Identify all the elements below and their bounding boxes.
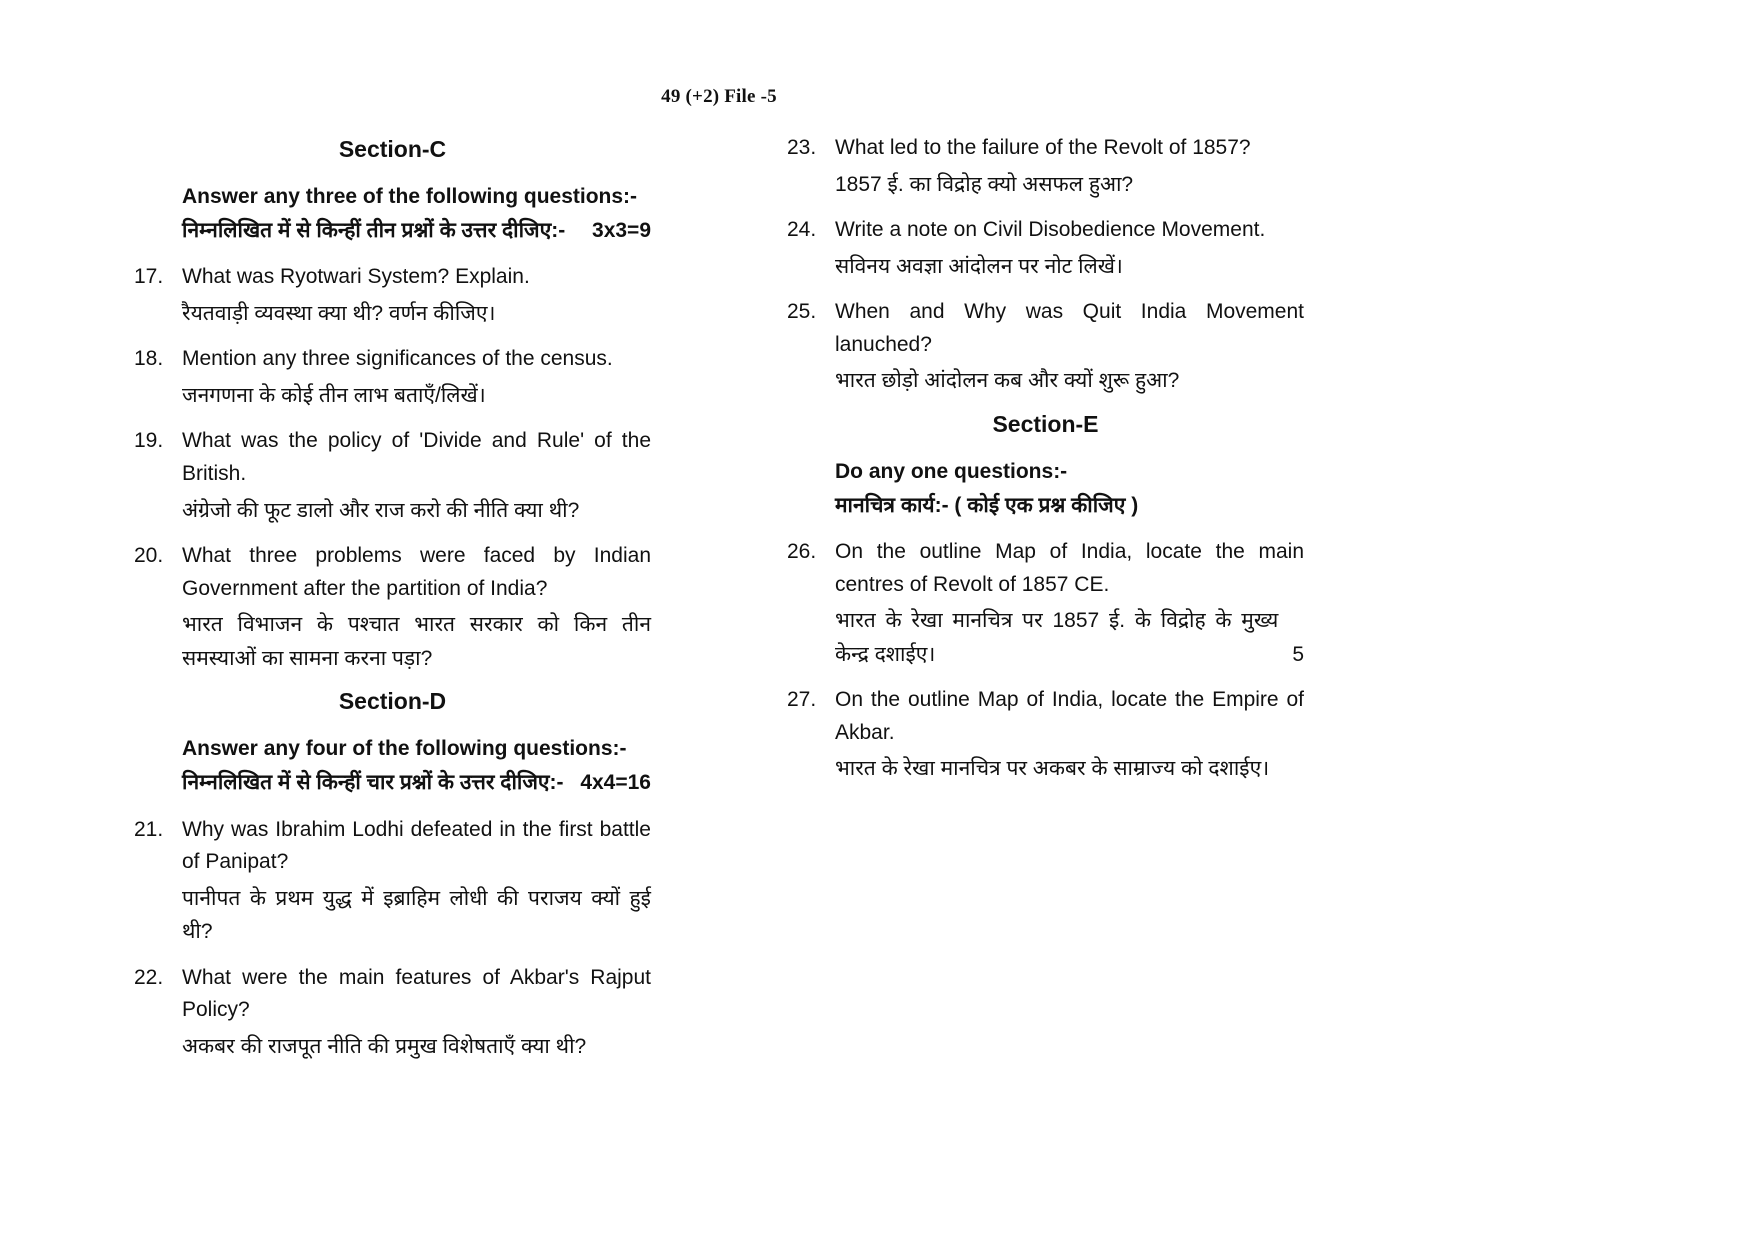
question-number: 22.: [134, 965, 164, 989]
question-text-en: When and Why was Quit India Movement lanuched?: [835, 300, 1304, 356]
question-text-hi: भारत छोड़ो आंदोलन कब और क्यों शुरू हुआ?: [835, 369, 1180, 393]
question-26: [787, 536, 1304, 671]
left-column: [134, 132, 651, 1077]
section-e-instructions: [835, 456, 1304, 522]
question-17: [134, 261, 651, 330]
question-hi-row: [835, 604, 1304, 671]
section-c-instruction-hi: निम्नलिखित में से किन्हीं तीन प्रश्नों के उत्तर दीजिए:-: [182, 218, 566, 242]
question-marks: 5: [1292, 642, 1304, 666]
section-d-instruction-en: Answer any four of the following questions:-: [182, 737, 627, 761]
question-24: [787, 214, 1304, 283]
question-text-hi: जनगणना के कोई तीन लाभ बताएँ/लिखें।: [182, 383, 486, 407]
question-number: 20.: [134, 544, 164, 568]
question-number: 18.: [134, 347, 164, 371]
question-text-en: Why was Ibrahim Lodhi defeated in the first battle of Panipat?: [182, 817, 651, 874]
question-body: [835, 214, 1304, 283]
right-column: [787, 132, 1304, 799]
question-text-en: On the outline Map of India, locate the Empire of Akbar.: [835, 688, 1304, 744]
question-body: [835, 296, 1304, 398]
question-text-hi: भारत विभाजन के पश्चात भारत सरकार को किन तीन समस्याओं का सामना करना पड़ा?: [182, 613, 651, 670]
section-e-instruction-hi: मानचित्र कार्य:- ( कोई एक प्रश्न कीजिए ): [835, 493, 1139, 517]
section-e-instruction-hi-row: [835, 489, 1304, 523]
question-text-hi: 1857 ई. का विद्रोह क्यो असफल हुआ?: [835, 172, 1134, 196]
question-body: [182, 814, 651, 949]
question-21: [134, 814, 651, 949]
question-number: 24.: [787, 218, 817, 242]
section-d-marks: 4x4=16: [580, 770, 651, 794]
question-text-en: On the outline Map of India, locate the main centres of Revolt of 1857 CE.: [835, 540, 1304, 596]
question-text-hi: सविनय अवज्ञा आंदोलन पर नोट लिखें।: [835, 254, 1123, 278]
section-c-instruction-hi-row: [182, 214, 651, 248]
question-18: [134, 343, 651, 412]
section-e-title: Section-E: [992, 410, 1099, 437]
question-body: [182, 425, 651, 527]
section-d-instructions: [182, 733, 651, 799]
question-text-hi: पानीपत के प्रथम युद्ध में इब्राहिम लोधी की पराजय क्यों हुई थी?: [182, 886, 651, 944]
question-text-en: Mention any three significances of the census.: [182, 347, 613, 371]
question-text-hi: अकबर की राजपूत नीति की प्रमुख विशेषताएँ क्या थी?: [182, 1034, 587, 1058]
question-number: 27.: [787, 688, 817, 712]
question-number: 26.: [787, 540, 817, 564]
question-27: [787, 684, 1304, 786]
question-text-hi: रैयतवाड़ी व्यवस्था क्या थी? वर्णन कीजिए।: [182, 301, 496, 325]
question-25: [787, 296, 1304, 398]
question-body: [182, 540, 651, 675]
question-number: 21.: [134, 817, 164, 841]
two-column-layout: [134, 132, 1304, 1077]
question-number: 19.: [134, 429, 164, 453]
section-c-marks: 3x3=9: [592, 218, 651, 242]
question-text-en: What three problems were faced by Indian Government after the partition of India?: [182, 544, 651, 600]
section-c-title: Section-C: [338, 136, 447, 162]
exam-page: [134, 0, 1304, 1077]
question-text-hi: अंग्रेजो की फूट डालो और राज करो की नीति क्या थी?: [182, 498, 580, 522]
question-text-en: What was Ryotwari System? Explain.: [182, 265, 530, 289]
question-text-en: What led to the failure of the Revolt of 1857?: [835, 136, 1251, 159]
section-c-instructions: [182, 181, 651, 247]
question-body: [835, 684, 1304, 786]
section-d-instruction-hi: निम्नलिखित में से किन्हीं चार प्रश्नों के उत्तर दीजिए:-: [182, 770, 564, 794]
question-body: [835, 536, 1304, 671]
question-body: [182, 261, 651, 330]
question-19: [134, 425, 651, 527]
question-body: [835, 132, 1304, 201]
question-number: 17.: [134, 265, 164, 289]
question-number: 25.: [787, 300, 817, 324]
question-text-en: What were the main features of Akbar's Rajput Policy?: [182, 965, 651, 1022]
section-d-title: Section-D: [338, 688, 447, 715]
question-text-en: Write a note on Civil Disobedience Movement.: [835, 218, 1266, 242]
section-d-instruction-hi-row: [182, 766, 651, 800]
question-number: 23.: [787, 136, 817, 159]
section-c-instruction-en: Answer any three of the following questions:-: [182, 185, 638, 208]
question-body: [182, 343, 651, 412]
question-text-en: What was the policy of 'Divide and Rule' of the British.: [182, 429, 651, 485]
question-text-hi: भारत के रेखा मानचित्र पर अकबर के साम्राज्य को दशाईए।: [835, 757, 1270, 781]
question-body: [182, 962, 651, 1064]
question-text-hi: भारत के रेखा मानचित्र पर 1857 ई. के विद्रोह के मुख्य केन्द्र दशाईए।: [835, 609, 1279, 666]
question-23: [787, 132, 1304, 201]
page-header: 49 (+2) File -5: [661, 86, 777, 107]
section-e-instruction-en: Do any one questions:-: [835, 459, 1068, 483]
question-20: [134, 540, 651, 675]
question-22: [134, 962, 651, 1064]
